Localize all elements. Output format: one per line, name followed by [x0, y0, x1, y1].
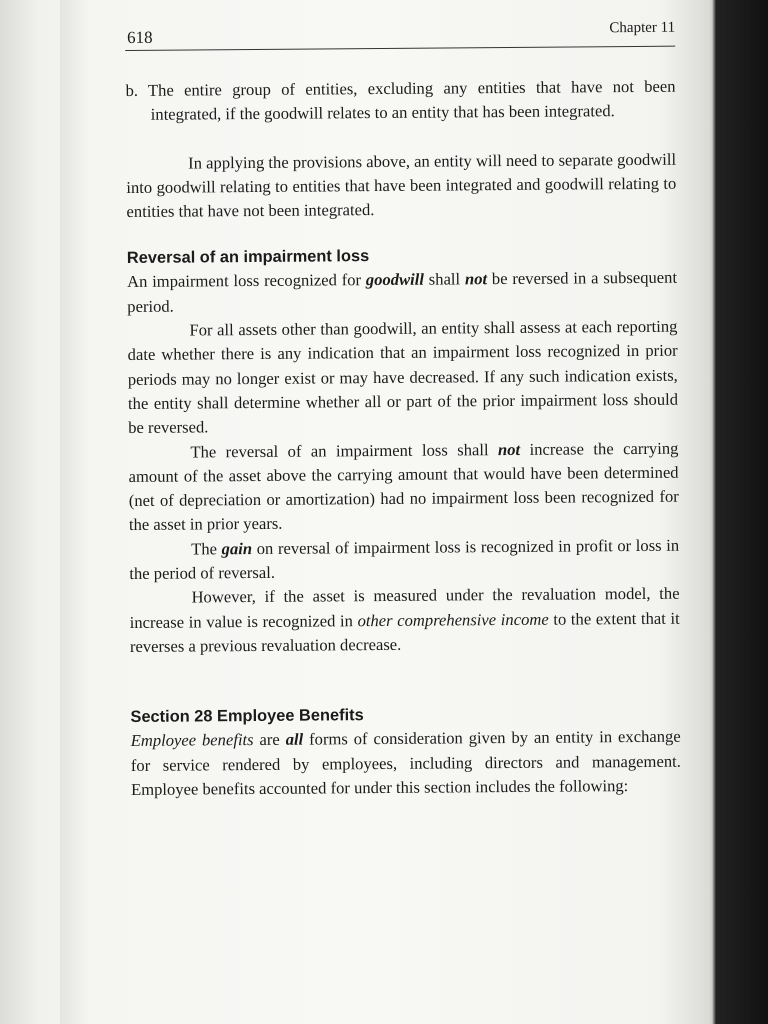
list-item-b: b. The entire group of entities, excluding any entities that have not been integrated, if the goodwill relates to an entity that has been integrated. [125, 76, 676, 125]
emphasis-employee-benefits: Employee benefits [130, 730, 254, 751]
heading-reversal-impairment: Reversal of an impairment loss [126, 247, 370, 268]
paragraph-gain-recognized: The gain on reversal of impairment loss is recognized in profit or loss in the period of reversal. [129, 535, 680, 584]
paragraph-goodwill-not-reversed: An impairment loss recognized for goodwill shall not be reversed in a subsequent period. [126, 268, 678, 316]
emphasis-not-2: not [497, 439, 521, 459]
page-number: 618 [127, 27, 153, 47]
running-header [125, 16, 675, 51]
paragraph-applying-provisions: In applying the provisions above, an entity will need to separate goodwill into goodwill relating to entities that have been integrated and goodwill relating to entities that have not been integrated. [126, 149, 677, 222]
emphasis-all: all [285, 729, 304, 749]
paragraph-reversal-limit: The reversal of an impairment loss shall not increase the carrying amount of the asset above the carrying amount that would have been determined (net of depreciation or amortization) had no impairment loss been recognized for the asset in prior years. [128, 438, 679, 535]
emphasis-oci: other comprehensive income [357, 609, 549, 630]
paragraph-employee-benefits: Employee benefits are all forms of consideration given by an entity in exchange for service rendered by employees, including directors and management. Employee benefits accounted for under this section includes the following: [130, 726, 681, 799]
emphasis-goodwill: goodwill [365, 270, 425, 290]
emphasis-gain: gain [221, 538, 253, 559]
heading-employee-benefits: Section 28 Employee Benefits [130, 706, 364, 727]
page-content [125, 16, 681, 802]
emphasis-not: not [464, 269, 488, 289]
paragraph-assess-indication: For all assets other than goodwill, an entity shall assess at each reporting date whether there is any indication that an impairment loss recognized in prior periods may no longer exist or may have decreased. If any such indication exists, the entity shall determine whether all or part of the prior impairment loss should be reversed. [127, 316, 679, 438]
chapter-label: Chapter 11 [609, 19, 676, 37]
paragraph-revaluation-model: However, if the asset is measured under the revaluation model, the increase in value is recognized in other comprehensive income to the extent that it reverses a previous revaluation decrease. [129, 584, 680, 656]
